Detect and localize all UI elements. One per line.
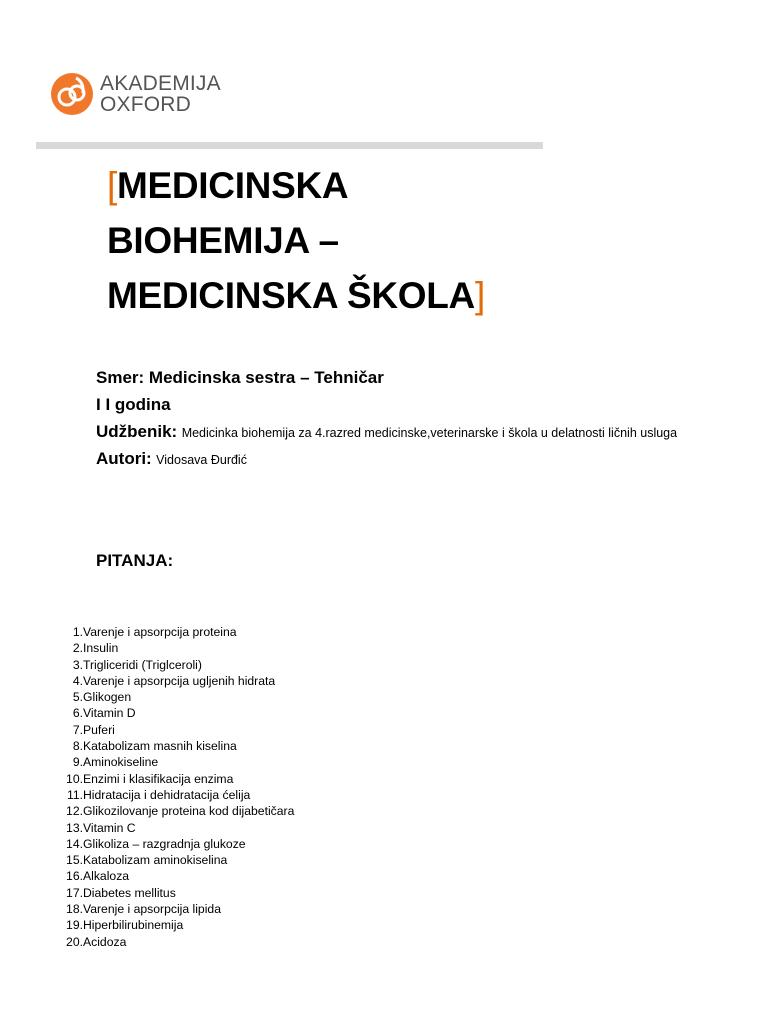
question-number: 18. bbox=[66, 902, 83, 917]
question-text: Trigliceridi (Triglceroli) bbox=[83, 657, 202, 672]
autori-value: Vidosava Đurđić bbox=[156, 453, 247, 467]
document-title bbox=[107, 158, 587, 323]
question-text: Katabolizam masnih kiselina bbox=[83, 739, 237, 754]
question-text: Glikozilovanje proteina kod dijabetičara bbox=[83, 804, 295, 819]
smer-text: Smer: Medicinska sestra – Tehničar bbox=[96, 368, 384, 387]
title-line-3: MEDICINSKA ŠKOLA bbox=[107, 275, 475, 316]
question-number: 14. bbox=[66, 836, 83, 851]
question-number: 5. bbox=[72, 690, 83, 705]
question-number: 16. bbox=[66, 869, 83, 884]
question-number: 9. bbox=[72, 755, 83, 770]
question-number: 10. bbox=[66, 771, 83, 786]
question-text: Glikoliza – razgradnja glukoze bbox=[83, 836, 246, 851]
question-text: Katabolizam aminokiselina bbox=[83, 853, 228, 868]
question-text: Glikogen bbox=[83, 690, 132, 705]
question-text: Aminokiseline bbox=[83, 755, 159, 770]
question-text: Diabetes mellitus bbox=[83, 885, 176, 900]
question-item bbox=[56, 640, 119, 656]
title-line-1: MEDICINSKA bbox=[116, 165, 349, 206]
questions-list bbox=[56, 624, 295, 950]
question-item bbox=[56, 657, 202, 673]
question-item bbox=[56, 820, 136, 836]
udzbenik-label: Udžbenik: bbox=[96, 422, 178, 441]
title-open-bracket: [ bbox=[107, 165, 117, 206]
question-number: 3. bbox=[72, 657, 83, 672]
question-text: Varenje i apsorpcija proteina bbox=[83, 625, 237, 639]
logo-line1: AKADEMIJA bbox=[100, 72, 221, 95]
pitanja-heading: PITANJA: bbox=[96, 551, 174, 570]
question-text: Enzimi i klasifikacija enzima bbox=[83, 771, 234, 786]
question-item bbox=[56, 868, 130, 884]
question-item bbox=[56, 738, 237, 754]
autori-label: Autori: bbox=[96, 449, 152, 468]
question-item bbox=[56, 722, 115, 738]
title-line-2: BIOHEMIJA – bbox=[107, 220, 339, 261]
question-number: 19. bbox=[66, 918, 83, 933]
question-text: Varenje i apsorpcija lipida bbox=[83, 902, 221, 917]
akademija-oxford-logo-icon bbox=[50, 72, 94, 116]
question-text: Vitamin D bbox=[83, 706, 136, 721]
question-text: Vitamin C bbox=[83, 820, 136, 835]
question-text: Puferi bbox=[83, 722, 115, 737]
question-number: 17. bbox=[66, 885, 83, 900]
question-item bbox=[56, 852, 228, 868]
question-item bbox=[56, 771, 234, 787]
question-number: 1. bbox=[72, 625, 83, 639]
udzbenik-row bbox=[96, 418, 677, 445]
question-number: 13. bbox=[66, 820, 83, 835]
question-number: 11. bbox=[66, 787, 83, 802]
question-text: Hiperbilirubinemija bbox=[83, 918, 184, 933]
question-item bbox=[56, 673, 276, 689]
question-text: Acidoza bbox=[83, 934, 127, 949]
question-number: 7. bbox=[72, 722, 83, 737]
question-number: 6. bbox=[72, 706, 83, 721]
udzbenik-value: Medicinka biohemija za 4.razred medicinske,veterinarske i škola u delatnosti ličnih usluga bbox=[181, 426, 678, 440]
question-number: 15. bbox=[66, 853, 83, 868]
header-divider bbox=[36, 142, 543, 149]
question-item bbox=[56, 705, 136, 721]
question-number: 4. bbox=[72, 673, 83, 688]
question-text: Varenje i apsorpcija ugljenih hidrata bbox=[83, 673, 276, 688]
logo bbox=[50, 72, 230, 118]
title-close-bracket: ] bbox=[474, 275, 485, 316]
autori-row bbox=[96, 445, 677, 472]
question-number: 12. bbox=[66, 804, 83, 819]
question-item bbox=[56, 836, 246, 852]
course-meta bbox=[96, 364, 677, 472]
question-item bbox=[56, 689, 132, 705]
question-item bbox=[56, 885, 176, 901]
question-number: 2. bbox=[72, 641, 83, 656]
question-item bbox=[56, 754, 159, 770]
question-number: 8. bbox=[72, 739, 83, 754]
question-item bbox=[56, 934, 127, 950]
question-item bbox=[56, 787, 251, 803]
question-text: Hidratacija i dehidratacija ćelija bbox=[83, 787, 251, 802]
question-number: 20. bbox=[66, 934, 83, 949]
question-item bbox=[56, 917, 184, 933]
question-item bbox=[56, 803, 295, 819]
godina-text: I I godina bbox=[96, 395, 171, 414]
question-item bbox=[56, 901, 221, 917]
logo-text bbox=[100, 73, 221, 115]
logo-line2: OXFORD bbox=[100, 93, 192, 116]
question-text: Alkaloza bbox=[83, 869, 130, 884]
question-item bbox=[56, 624, 237, 640]
question-text: Insulin bbox=[83, 641, 119, 656]
